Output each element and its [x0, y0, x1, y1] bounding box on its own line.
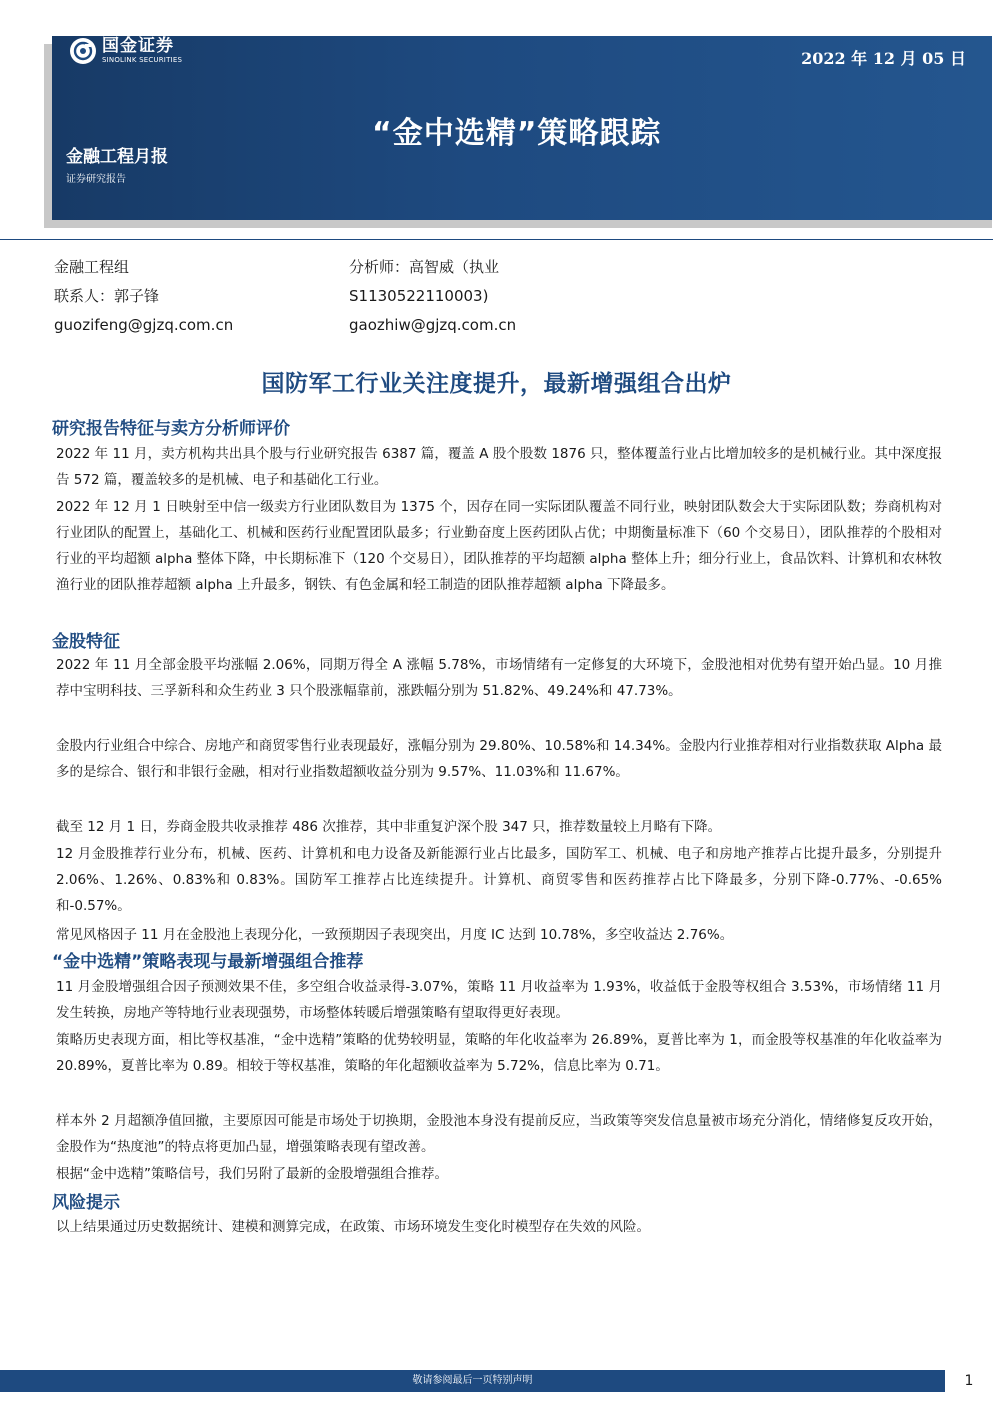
paragraph: 12 月金股推荐行业分布，机械、医药、计算机和电力设备及新能源行业占比最多，国防军工、机械、电子和房地产推荐占比提升最多，分别提升 2.06%、1.26%、0.83%和 0.83%。国防军工推荐占比连续提升。计算机、商贸零售和医药推荐占比下降最多，分别下降-0.77%、-0.65%和-0.57%。: [56, 846, 942, 914]
team-name: 金融工程组: [54, 258, 130, 276]
logo-english-name: SINOLINK SECURITIES: [102, 56, 183, 64]
paragraph: 11 月金股增强组合因子预测效果不佳，多空组合收益录得-3.07%，策略 11 月收益率为 1.93%，收益低于金股等权组合 3.53%，市场情绪 11 月发生转换，房地产等特地行业表现强势，市场整体转暖后增强策略有望取得更好表现。: [56, 979, 942, 1021]
paragraph: 策略历史表现方面，相比等权基准，“金中选精”策略的优势较明显，策略的年化收益率为 26.89%，夏普比率为 1，而金股等权基准的年化收益率为 20.89%，夏普比率为 0.89。相较于等权基准，策略的年化超额收益率为 5.72%，信息比率为 0.71。: [56, 1032, 942, 1074]
section-title-golden-stocks: 金股特征: [52, 632, 120, 652]
report-headline: 国防军工行业关注度提升，最新增强组合出炉: [261, 371, 732, 397]
sinolink-logo-icon: [70, 38, 96, 64]
paragraph: 2022 年 11 月全部金股平均涨幅 2.06%，同期万得全 A 涨幅 5.78%，市场情绪有一定修复的大环境下，金股池相对优势有望开始凸显。10 月推荐中宝明科技、三孚新科和众生药业 3 只个股涨幅靠前，涨跌幅分别为 51.82%、49.24%和 47.73%。: [56, 657, 942, 699]
logo-chinese-name: 国金证券: [102, 36, 174, 56]
company-logo: [70, 38, 182, 64]
analyst-email[interactable]: gaozhiw@gjzq.com.cn: [349, 316, 517, 334]
header-banner: [52, 36, 992, 220]
paragraph: 以上结果通过历史数据统计、建模和测算完成，在政策、市场环境发生变化时模型存在失效的风险。: [56, 1219, 650, 1235]
paragraph: 样本外 2 月超额净值回撤，主要原因可能是市场处于切换期，金股池本身没有提前反应，当政策等突发信息量被市场充分消化，情绪修复反攻开始，金股作为“热度池”的特点将更加凸显，增强策略表现有望改善。: [56, 1113, 942, 1155]
paragraph: 根据“金中选精”策略信号，我们另附了最新的金股增强组合推荐。: [56, 1166, 448, 1182]
contact-name: 联系人：郭子锋: [54, 287, 160, 305]
page-number: 1: [964, 1373, 974, 1389]
paragraph: 常见风格因子 11 月在金股池上表现分化，一致预期因子表现突出，月度 IC 达到 10.78%，多空收益达 2.76%。: [56, 927, 734, 943]
paragraph: 截至 12 月 1 日，券商金股共收录推荐 486 次推荐，其中非重复沪深个股 347 只，推荐数量较上月略有下降。: [56, 819, 722, 835]
section-title-risk: 风险提示: [52, 1193, 120, 1213]
report-subtype: 证券研究报告: [66, 174, 126, 185]
report-type: 金融工程月报: [66, 147, 168, 167]
analyst-license: S1130522110003): [349, 287, 489, 305]
paragraph: 2022 年 11 月，卖方机构共出具个股与行业研究报告 6387 篇，覆盖 A 股个股数 1876 只，整体覆盖行业占比增加较多的是机械行业。其中深度报告 572 篇，覆盖较多的是机械、电子和基础化工行业。: [56, 446, 942, 488]
footer-disclaimer: 敬请参阅最后一页特别声明: [0, 1370, 945, 1392]
paragraph: 金股内行业组合中综合、房地产和商贸零售行业表现最好，涨幅分别为 29.80%、10.58%和 14.34%。金股内行业推荐相对行业指数获取 Alpha 最多的是综合、银行和非银行金融，相对行业指数超额收益分别为 9.57%、11.03%和 11.67%。: [56, 738, 942, 780]
author-block-left: [54, 253, 233, 340]
author-block-right: [349, 253, 516, 340]
section-title-strategy: “金中选精”策略表现与最新增强组合推荐: [52, 952, 364, 972]
header-divider: [0, 239, 993, 240]
section-title-research: 研究报告特征与卖方分析师评价: [52, 419, 290, 439]
paragraph: 2022 年 12 月 1 日映射至中信一级卖方行业团队数目为 1375 个，因存在同一实际团队覆盖不同行业，映射团队数会大于实际团队数；券商机构对行业团队的配置上，基础化工、机械和医药行业配置团队最多；行业勤奋度上医药团队占优；中期衡量标准下（60 个交易日），团队推荐的个股相对行业的平均超额 alpha 整体下降，中长期标准下（120 个交易日），团队推荐的平均超额 alpha 整体上升；细分行业上，食品饮料、计算机和农林牧渔行业的团队推荐超额 alpha 上升最多，钢铁、有色金属和轻工制造的团队推荐超额 alpha 下降最多。: [56, 499, 942, 593]
contact-email[interactable]: guozifeng@gjzq.com.cn: [54, 316, 234, 334]
report-title: “金中选精”策略跟踪: [372, 116, 662, 151]
analyst-name: 分析师：高智威（执业: [349, 258, 500, 276]
report-date: 2022 年 12 月 05 日: [801, 49, 966, 68]
